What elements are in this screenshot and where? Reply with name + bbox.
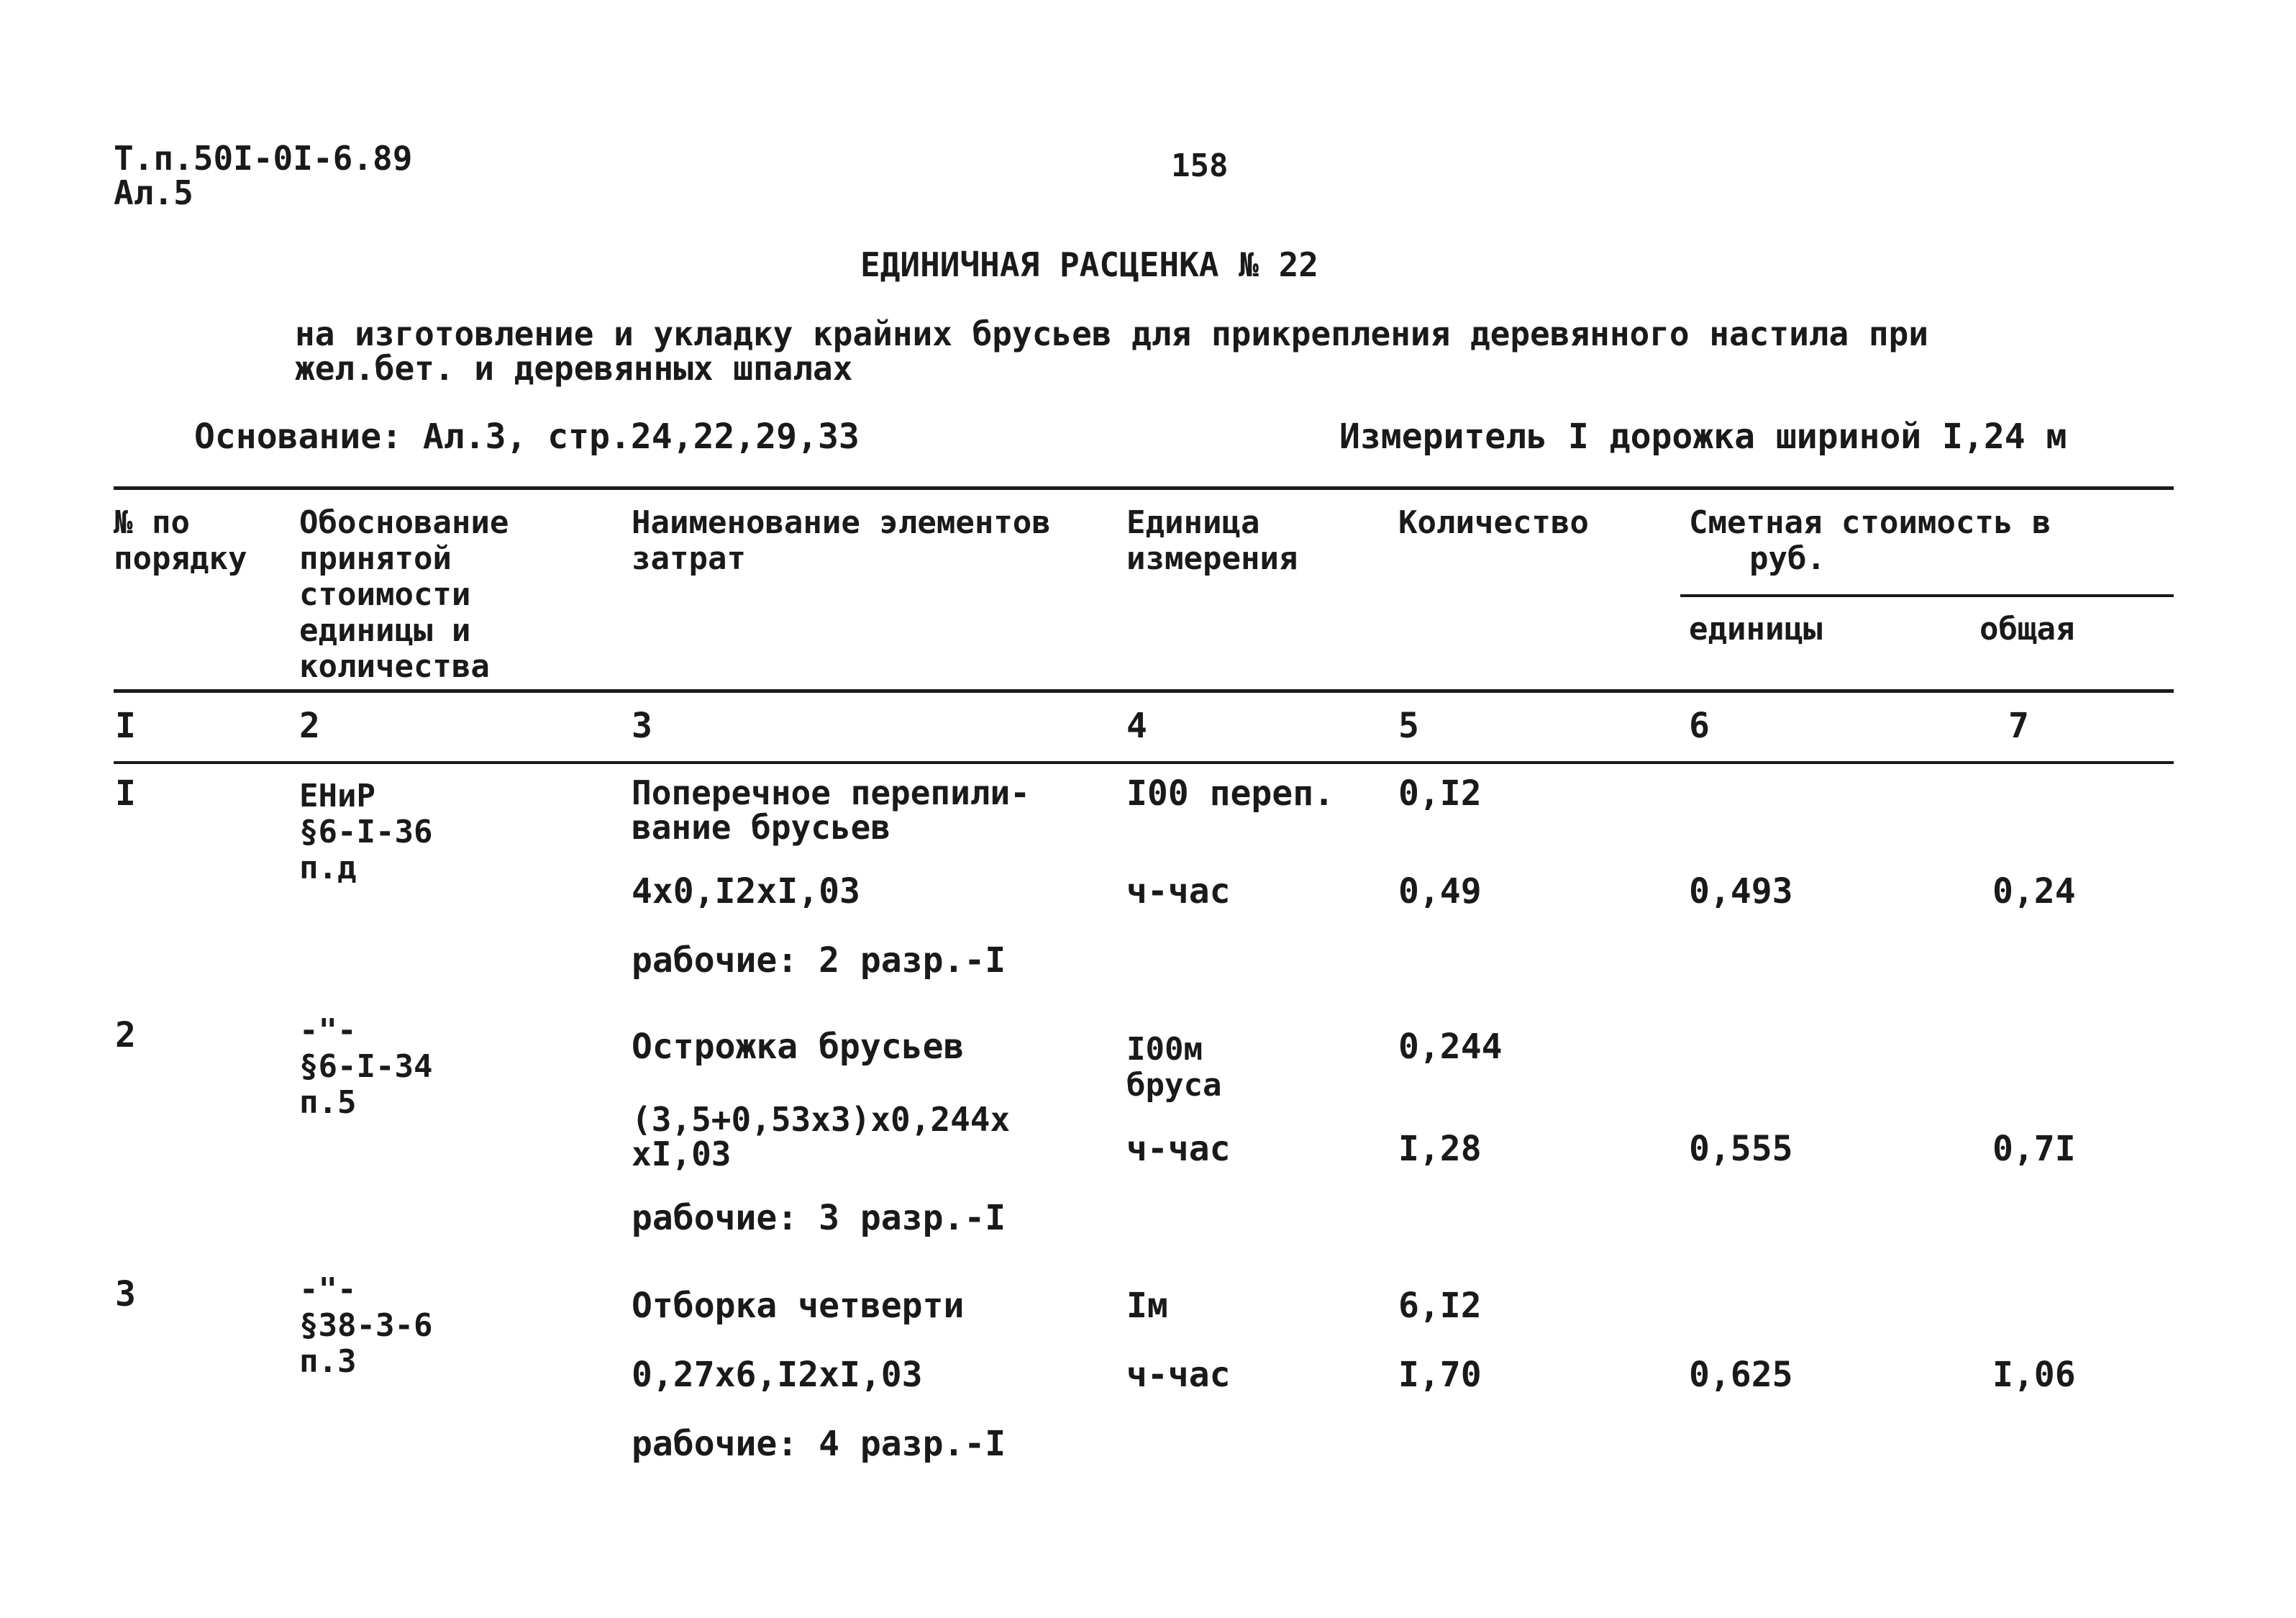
workers-grade: рабочие: 3 разр.-I [632, 1198, 1006, 1238]
doc-reference-line1: Т.п.50I-0I-6.89 [114, 139, 413, 178]
cost-element-name: Отборка четверти [632, 1286, 965, 1326]
unit-of-measure: ч-час [1126, 871, 1231, 912]
column-numbers-rule [114, 761, 2174, 764]
estimate-subtitle-line2: жел.бет. и деревянных шпалах [295, 349, 853, 388]
page-number: 158 [1171, 147, 1229, 184]
unit-of-measure: ч-час [1126, 1355, 1231, 1395]
cost-element-name: Острожка брусьев [632, 1027, 965, 1067]
header-col-unit: Единица измерения [1126, 504, 1298, 577]
unit-cost-value: 0,625 [1689, 1355, 1793, 1395]
header-col-total-cost: общая [1980, 611, 2075, 647]
header-col-cost-group: Сметная стоимость в руб. [1689, 504, 2051, 577]
row-basis: -"- §6-I-34 п.5 [299, 1012, 433, 1121]
header-col-quantity: Количество [1398, 504, 1589, 541]
cost-group-rule [1680, 594, 2174, 597]
basis-text: Основание: Ал.3, стр.24,22,29,33 [194, 417, 860, 457]
header-col-number: № по порядку [114, 504, 247, 577]
workers-grade: рабочие: 2 разр.-I [632, 940, 1006, 981]
estimate-heading: ЕДИНИЧНАЯ РАСЦЕНКА № 22 [860, 245, 1318, 284]
row-basis: ЕНиР §6-I-36 п.д [299, 778, 433, 886]
measure-text: Измеритель I дорожка шириной I,24 м [1339, 417, 2067, 457]
doc-reference-line2: Ал.5 [114, 173, 193, 212]
header-col-unit-cost: единицы [1689, 611, 1823, 647]
estimate-subtitle [295, 314, 1928, 388]
table-top-rule [114, 486, 2174, 490]
column-number-6: 6 [1689, 706, 1710, 746]
column-number-5: 5 [1398, 706, 1419, 746]
column-number-1: I [115, 706, 136, 746]
row-number: I [115, 773, 136, 814]
quantity-value: I,70 [1398, 1355, 1482, 1395]
unit-of-measure: I00 переп. [1126, 773, 1334, 814]
quantity-value: 6,I2 [1398, 1286, 1482, 1326]
column-number-2: 2 [299, 706, 320, 746]
total-cost-value: I,06 [1992, 1355, 2076, 1395]
quantity-value: 0,I2 [1398, 773, 1482, 814]
workers-grade: рабочие: 4 разр.-I [632, 1424, 1006, 1464]
quantity-value: I,28 [1398, 1129, 1482, 1169]
column-number-4: 4 [1126, 706, 1147, 746]
row-number: 2 [115, 1015, 136, 1055]
column-number-7: 7 [2008, 706, 2029, 746]
header-bottom-rule [114, 689, 2174, 693]
cost-element-formula: 4х0,I2хI,03 [632, 871, 860, 912]
row-basis: -"- §38-3-6 п.3 [299, 1271, 433, 1380]
estimate-subtitle-line1: на изготовление и укладку крайних брусьев для прикрепления деревянного настила при [295, 314, 1928, 353]
total-cost-value: 0,24 [1992, 871, 2076, 912]
unit-of-measure: I00м бруса [1126, 1031, 1222, 1104]
quantity-value: 0,244 [1398, 1027, 1503, 1067]
cost-element-formula: 0,27х6,I2хI,03 [632, 1355, 923, 1395]
quantity-value: 0,49 [1398, 871, 1482, 912]
unit-cost-value: 0,555 [1689, 1129, 1793, 1169]
unit-of-measure: ч-час [1126, 1129, 1231, 1169]
cost-element-formula: (3,5+0,53х3)х0,244х хI,03 [632, 1100, 1011, 1173]
unit-cost-value: 0,493 [1689, 871, 1793, 912]
total-cost-value: 0,7I [1992, 1129, 2076, 1169]
cost-element-name: Поперечное перепили- вание брусьев [632, 773, 1030, 847]
header-col-name: Наименование элементов затрат [632, 504, 1051, 577]
header-col-basis: Обоснование принятой стоимости единицы и количества [299, 504, 509, 685]
doc-reference [114, 141, 412, 210]
column-number-3: 3 [632, 706, 652, 746]
unit-of-measure: Iм [1126, 1286, 1168, 1326]
row-number: 3 [115, 1274, 136, 1314]
